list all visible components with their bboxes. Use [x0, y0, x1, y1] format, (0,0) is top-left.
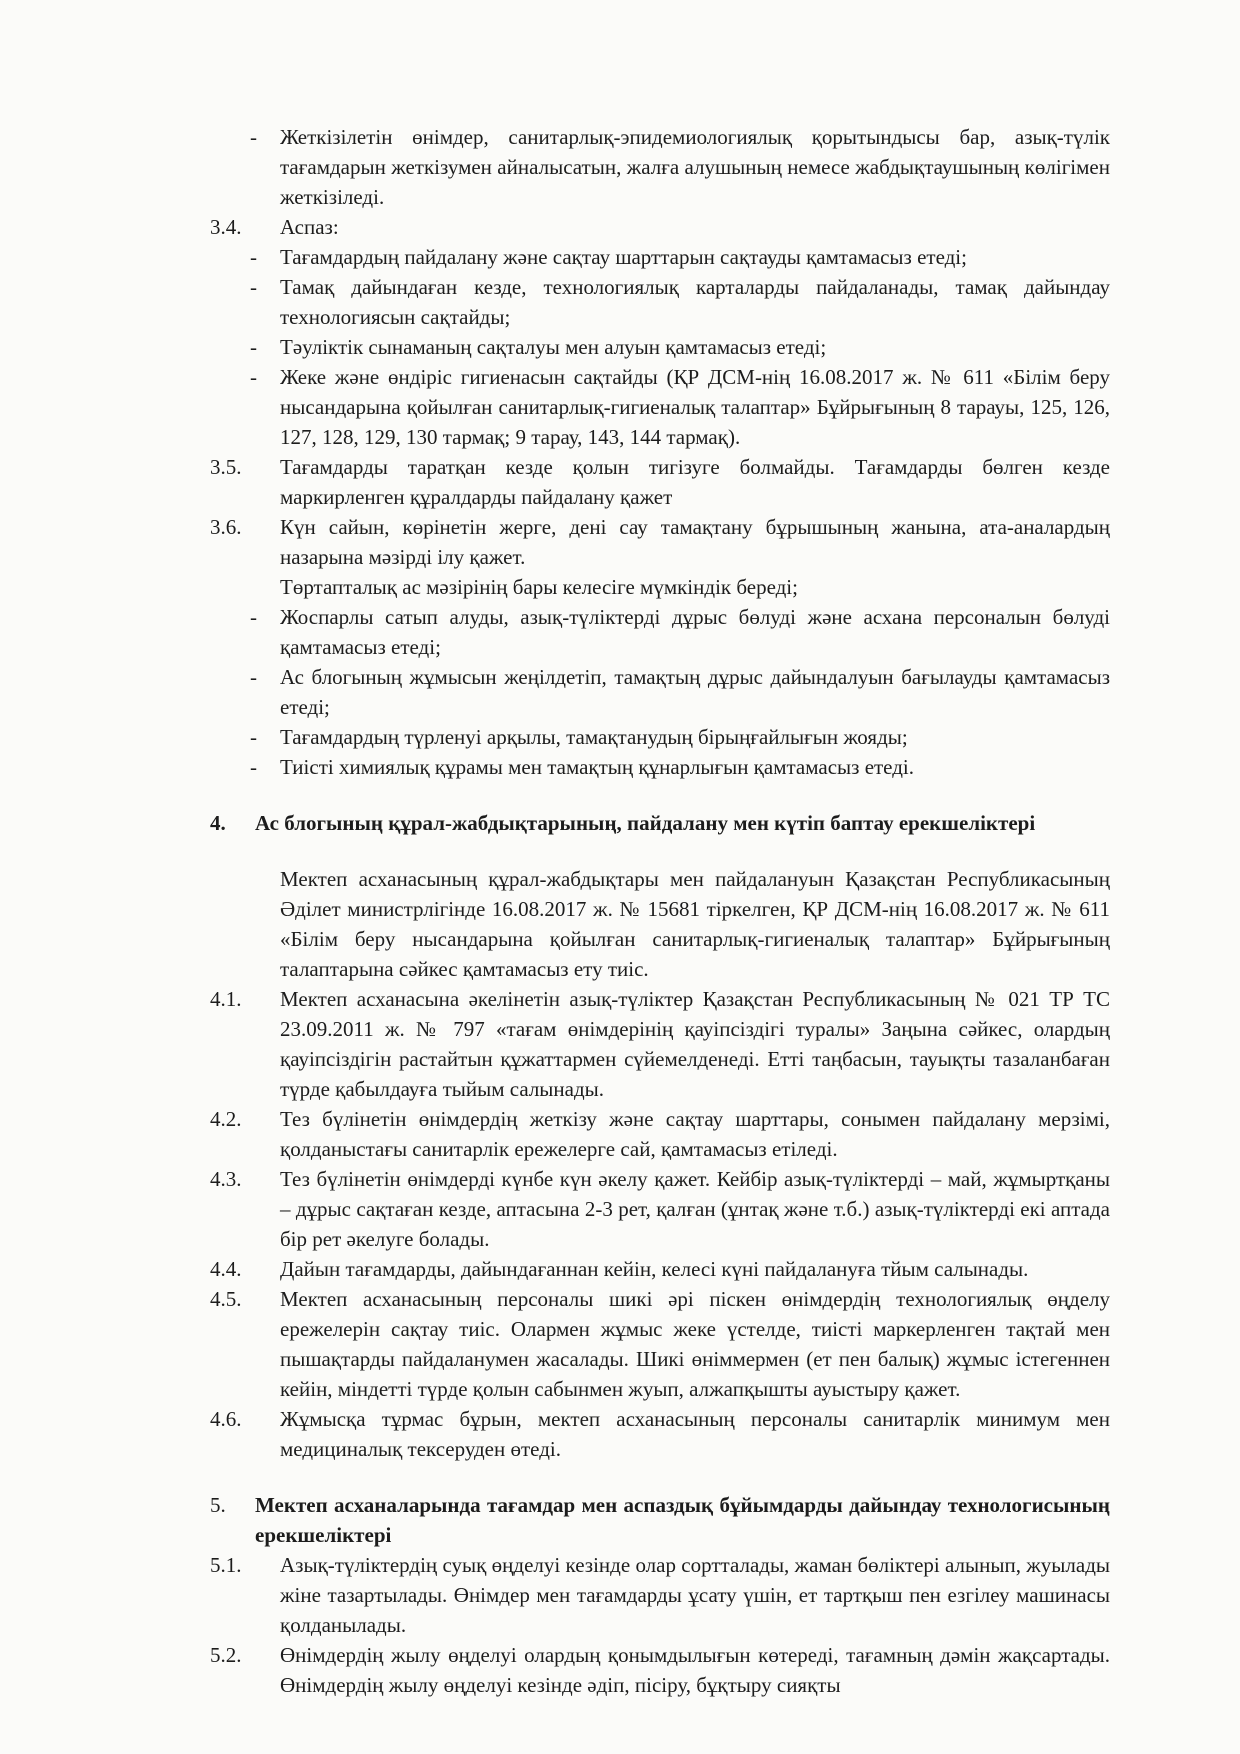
dash-marker: -: [250, 665, 257, 689]
paragraph-text: Тағамдардың түрленуі арқылы, тамақтанудың бірыңғайлығын жояды;: [280, 725, 908, 749]
paragraph-text: Аспаз:: [280, 215, 339, 239]
paragraph-text: Мектеп асханасына әкелінетін азық-түліктер Қазақстан Республикасының № 021 ТР ТС 23.09.2011 ж. № 797 «тағам өнімдерінің қауіпсіздігі туралы» Заңына сәйкес, олардың қауіпсіздігін растайтын құжаттармен сүйемелденеді. Етті таңбасын, тауықты тазаланбаған түрде қабылдауға тыйым салынады.: [280, 987, 1110, 1101]
dash-marker: -: [250, 125, 257, 149]
numbered-item: [210, 1550, 1110, 1640]
section-title: Мектеп асханаларында тағамдар мен аспаздық бұйымдарды дайындау технологисының ерекшеліктері: [255, 1493, 1110, 1547]
paragraph-text: Азық-түліктердің суық өңделуі кезінде олар сортталады, жаман бөліктері алынып, жуылады жіне тазартылады. Өнімдер мен тағамдарды ұсату үшін, ет тартқыш пен езгілеу машинасы қолданылады.: [280, 1553, 1110, 1637]
section-heading: [210, 808, 1110, 838]
section-heading: [210, 1490, 1110, 1550]
item-number: 5.2.: [210, 1643, 242, 1667]
dash-marker: -: [250, 605, 257, 629]
numbered-item: [210, 1284, 1110, 1404]
paragraph-text: Жоспарлы сатып алуды, азық-түліктерді дұрыс бөлуді және асхана персоналын бөлуді қамтамасыз етеді;: [280, 605, 1110, 659]
paragraph-text: Тез бүлінетін өнімдерді күнбе күн әкелу қажет. Кейбір азық-түліктерді – май, жұмыртқаны – дұрыс сақтаған кезде, аптасына 2-3 рет, қалған (ұнтақ және т.б.) азық-түліктерді екі аптада бір рет әкелуге болады.: [280, 1167, 1110, 1251]
document-body: [210, 122, 1110, 1700]
paragraph-text: Күн сайын, көрінетін жерге, дені сау тамақтану бұрышының жанына, ата-аналардың назарына мәзірді ілу қажет.: [280, 515, 1110, 569]
item-number: 5.1.: [210, 1553, 242, 1577]
paragraph-text: Төртапталық ас мәзірінің бары келесіге мүмкіндік береді;: [280, 575, 798, 599]
numbered-item: [210, 452, 1110, 512]
item-number: 3.5.: [210, 455, 242, 479]
section-number: 5.: [210, 1493, 226, 1517]
paragraph-text: Өнімдердің жылу өңделуі олардың қонымдылығын көтереді, тағамның дәмін жақсартады. Өнімдердің жылу өңделуі кезінде әдіп, пісіру, бұқтыру сияқты: [280, 1643, 1110, 1697]
item-number: 3.6.: [210, 515, 242, 539]
paragraph: [210, 572, 1110, 602]
paragraph-text: Ас блогының жұмысын жеңілдетіп, тамақтың дұрыс дайындалуын бағылауды қамтамасыз етеді;: [280, 665, 1110, 719]
paragraph-text: Тәуліктік сынаманың сақталуы мен алуын қамтамасыз етеді;: [280, 335, 827, 359]
paragraph-text: Мектеп асханасының персоналы шикі әрі піскен өнімдердің технологиялық өңделу ережелерін сақтау тиіс. Олармен жұмыс жеке үстелде, тиісті маркерленген тақтай мен пышақтарды пайдаланумен жасалады. Шикі өніммермен (ет пен балық) жұмыс істегеннен кейін, міндетті түрде қолын сабынмен жуып, алжапқышты ауыстыру қажет.: [280, 1287, 1110, 1401]
item-number: 3.4.: [210, 215, 242, 239]
list-item: [210, 662, 1110, 722]
paragraph-text: Жеке және өндіріс гигиенасын сақтайды (ҚР ДСМ-нің 16.08.2017 ж. № 611 «Білім беру нысандарына қойылған санитарлық-гигиеналық талаптар» Бұйрығының 8 тарауы, 125, 126, 127, 128, 129, 130 тармақ; 9 тарау, 143, 144 тармақ).: [280, 365, 1110, 449]
dash-marker: -: [250, 365, 257, 389]
item-number: 4.6.: [210, 1407, 242, 1431]
dash-marker: -: [250, 725, 257, 749]
paragraph-text: Тез бүлінетін өнімдердің жеткізу және сақтау шарттары, сонымен пайдалану мерзімі, қолданыстағы санитарлік ережелерге сай, қамтамасыз етіледі.: [280, 1107, 1110, 1161]
numbered-item: [210, 1104, 1110, 1164]
list-item: [210, 242, 1110, 272]
list-item: [210, 332, 1110, 362]
dash-marker: -: [250, 275, 257, 299]
section-title: Ас блогының құрал-жабдықтарының, пайдалану мен күтіп баптау ерекшеліктері: [255, 811, 1036, 835]
numbered-item: [210, 1164, 1110, 1254]
item-number: 4.1.: [210, 987, 242, 1011]
section-number: 4.: [210, 811, 226, 835]
paragraph-text: Тағамдарды таратқан кезде қолын тигізуге болмайды. Тағамдарды бөлген кезде маркирленген құралдарды пайдалану қажет: [280, 455, 1110, 509]
numbered-item: [210, 984, 1110, 1104]
numbered-item: [210, 1404, 1110, 1464]
paragraph-text: Жеткізілетін өнімдер, санитарлық-эпидемиологиялық қорытындысы бар, азық-түлік тағамдарын жеткізумен айналысатын, жалға алушының немесе жабдықтаушының көлігімен жеткізіледі.: [280, 125, 1110, 209]
paragraph-text: Жұмысқа тұрмас бұрын, мектеп асханасының персоналы санитарлік минимум мен медициналық тексеруден өтеді.: [280, 1407, 1110, 1461]
dash-marker: -: [250, 245, 257, 269]
numbered-item: [210, 1254, 1110, 1284]
paragraph-text: Тиісті химиялық құрамы мен тамақтың құнарлығын қамтамасыз етеді.: [280, 755, 914, 779]
item-number: 4.5.: [210, 1287, 242, 1311]
list-item: [210, 362, 1110, 452]
list-item: [210, 752, 1110, 782]
list-item: [210, 722, 1110, 752]
numbered-item: [210, 1640, 1110, 1700]
paragraph-text: Тамақ дайындаған кезде, технологиялық карталарды пайдаланады, тамақ дайындау технологиясын сақтайды;: [280, 275, 1110, 329]
paragraph-text: Мектеп асханасының құрал-жабдықтары мен пайдалануын Қазақстан Республикасының Әділет министрлігінде 16.08.2017 ж. № 15681 тіркелген, ҚР ДСМ-нің 16.08.2017 ж. № 611 «Білім беру нысандарына қойылған санитарлық-гигиеналық талаптар» Бұйрығының талаптарына сәйкес қамтамасыз ету тиіс.: [280, 867, 1110, 981]
numbered-item: [210, 212, 1110, 242]
list-item: [210, 272, 1110, 332]
item-number: 4.4.: [210, 1257, 242, 1281]
paragraph: [210, 864, 1110, 984]
dash-marker: -: [250, 755, 257, 779]
list-item: [210, 122, 1110, 212]
paragraph-text: Дайын тағамдарды, дайындағаннан кейін, келесі күні пайдалануға тйым салынады.: [280, 1257, 1029, 1281]
list-item: [210, 602, 1110, 662]
dash-marker: -: [250, 335, 257, 359]
item-number: 4.2.: [210, 1107, 242, 1131]
numbered-item: [210, 512, 1110, 572]
item-number: 4.3.: [210, 1167, 242, 1191]
paragraph-text: Тағамдардың пайдалану және сақтау шарттарын сақтауды қамтамасыз етеді;: [280, 245, 967, 269]
